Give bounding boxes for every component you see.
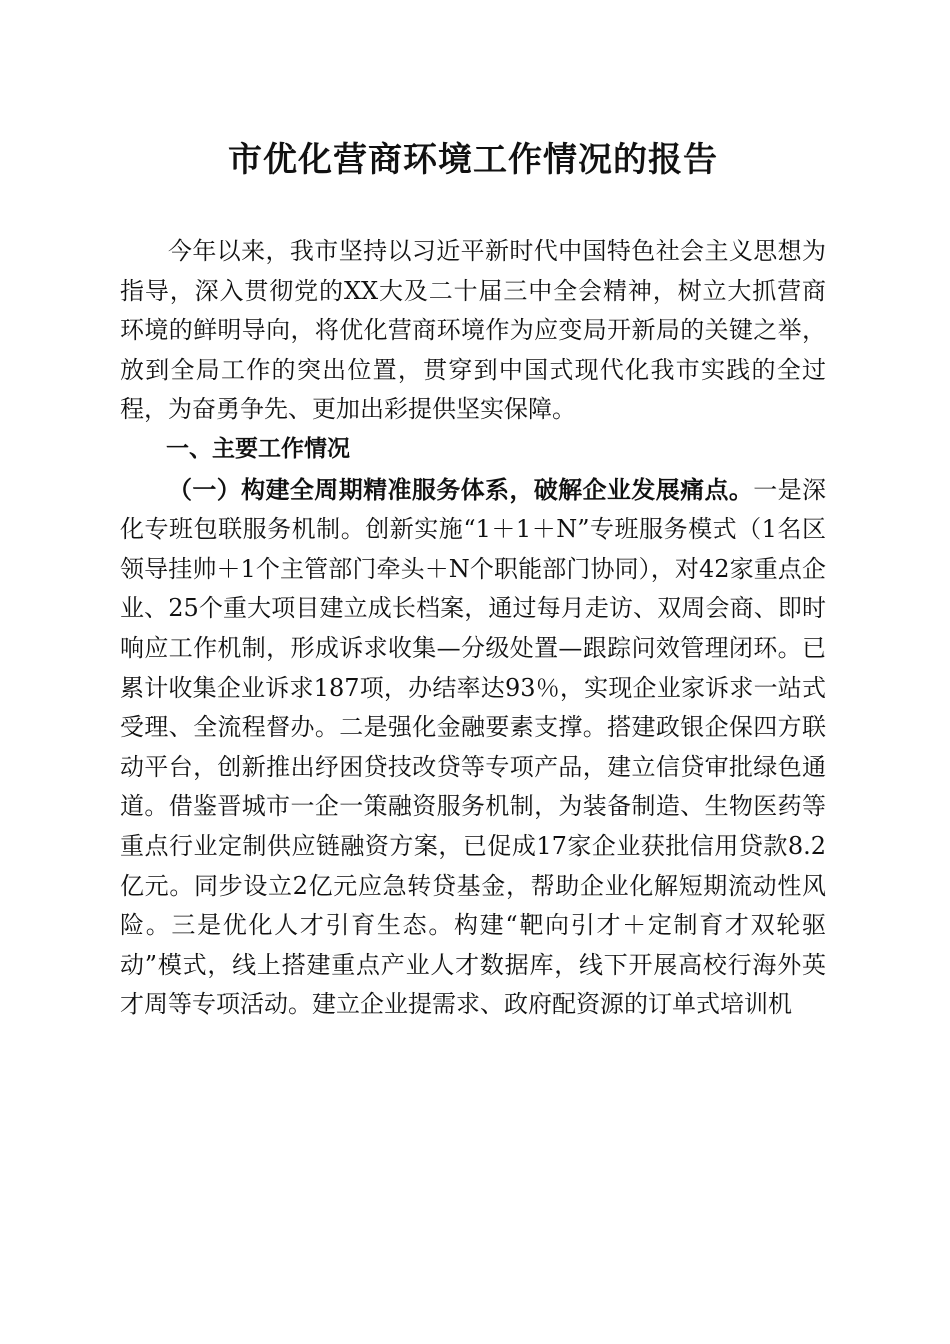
subsection-text: 一是深化专班包联服务机制。创新实施“1＋1＋N”专班服务模式（1名区领导挂帅＋1个主管部门牵头＋N个职能部门协同），对42家重点企业、25个重大项目建立成长档案，通过每月走访、双周会商、即时响应工作机制，形成诉求收集—分级处置—跟踪问效管理闭环。已累计收集企业诉求187项，办结率达93％，实现企业家诉求一站式受理、全流程督办。二是强化金融要素支撑。搭建政银企保四方联动平台，创新推出纾困贷技改贷等专项产品，建立信贷审批绿色通道。借鉴晋城市一企一策融资服务机制，为装备制造、生物医药等重点行业定制供应链融资方案，已促成17家企业获批信用贷款8.2亿元。同步设立2亿元应急转贷基金，帮助企业化解短期流动性风险。三是优化人才引育生态。构建“靶向引才＋定制育才双轮驱动”模式，线上搭建重点产业人才数据库，线下开展高校行海外英才周等专项活动。建立企业提需求、政府配资源的订单式培训机 (120, 475, 827, 1019)
intro-paragraph: 今年以来，我市坚持以习近平新时代中国特色社会主义思想为指导，深入贯彻党的XX大及二十届三中全会精神，树立大抓营商环境的鲜明导向，将优化营商环境作为应变局开新局的关键之举，放到全局工作的突出位置，贯穿到中国式现代化我市实践的全过程，为奋勇争先、更加出彩提供坚实保障。 (120, 237, 826, 424)
document-page (120, 0, 826, 1344)
subsection-lead: （一）构建全周期精准服务体系，破解企业发展痛点。 (168, 474, 754, 504)
document-title: 市优化营商环境工作情况的报告 (228, 140, 718, 180)
section-heading: 一、主要工作情况 (166, 435, 350, 462)
document-body (120, 232, 826, 1025)
subsection-paragraph (120, 470, 826, 1025)
